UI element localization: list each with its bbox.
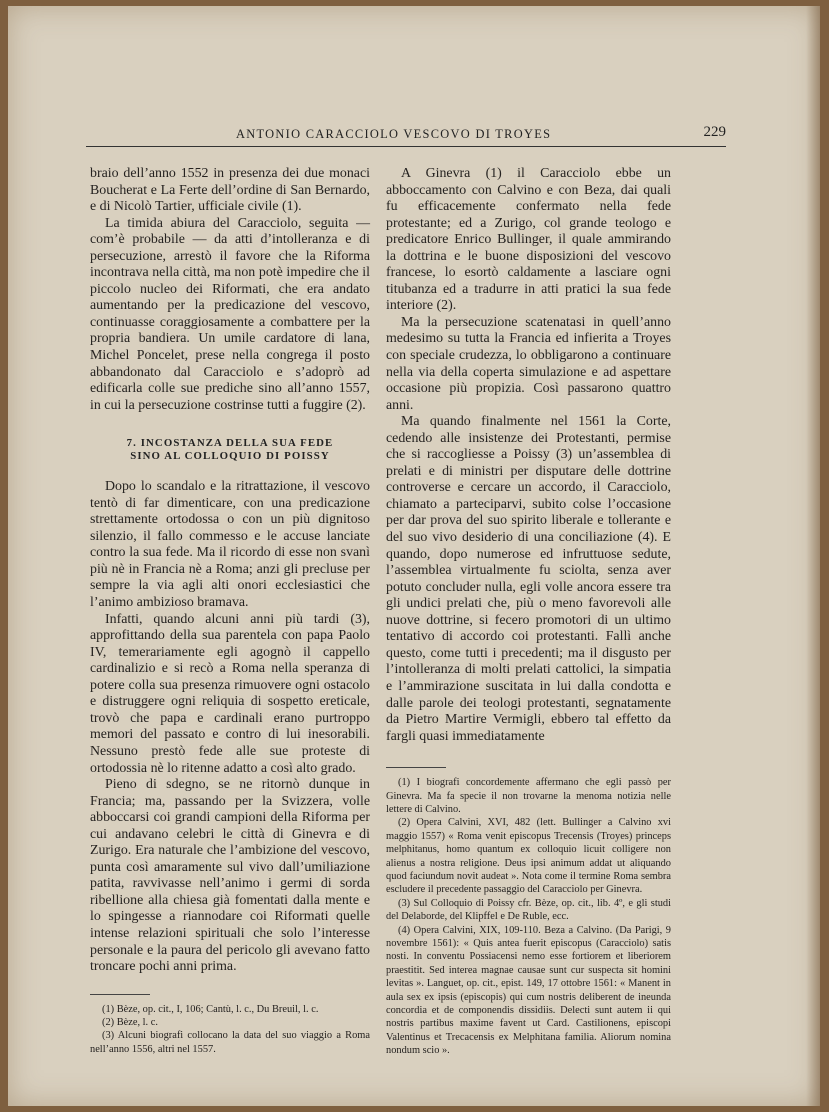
- footnote: (1) I biografi concordemente affermano che egli passò per Ginevra. Ma fa specie il non trovarne la menoma notizia nelle lettere di Calvino.: [386, 777, 671, 815]
- section-heading-line-1: 7. INCOSTANZA DELLA SUA FEDE: [126, 437, 334, 450]
- footnote-rule: [386, 767, 446, 768]
- running-title: ANTONIO CARACCIOLO VESCOVO DI TROYES: [236, 127, 552, 141]
- page-number: 229: [703, 124, 726, 140]
- section-heading: [90, 437, 370, 463]
- footnote: (2) Bèze, l. c.: [102, 1017, 158, 1029]
- paragraph: A Ginevra (1) il Caracciolo ebbe un abboccamento con Calvino e con Beza, dai quali fu efficacemente confermato nella fede protestante; ed a Zurigo, col grande teologo e predicatore Enrico Bullinger, il quale ammirando la dottrina e le buone disposizioni del vescovo francese, lo esortò caldamente a lasciare ogni titubanza ed a tradurre in atti pratici la sua fede interiore (2).: [386, 166, 671, 314]
- footnote: (3) Sul Colloquio di Poissy cfr. Bèze, op. cit., lib. 4º, e gli studi del Delaborde, del Klipffel e De Ruble, ecc.: [386, 897, 671, 923]
- paragraph: Infatti, quando alcuni anni più tardi (3), approfittando della sua parentela con papa Paolo IV, temerariamente egli agognò il cappello cardinalizio e si recò a Roma nella speranza di potere colla sua presenza rimuovere ogni ostacolo e distruggere ogni reliquia di sospetto ereticale, trovò che papa e cardinali erano purtroppo memori del passato e contro di lui inesorabili. Nessuno prestò fede alle sue proteste di ortodossia nè lo ritenne adatto a così alto grado.: [90, 611, 370, 776]
- running-header: [86, 124, 726, 147]
- paragraph: Ma quando finalmente nel 1561 la Corte, cedendo alle insistenze dei Protestanti, permise che si raccogliesse a Poissy (3) un’assemblea di prelati e di ministri per disputare delle dottrine controverse e cercare un accordo, il Caracciolo, chiamato a parteciparvi, subito colse l’occasione per dar prova del suo spirito liberale e tollerante e del suo vivo desiderio di una conciliazione (4). E quando, dopo numerose ed infruttuose sedute, l’assemblea virtualmente fu sciolta, senza aver potuto concluder nulla, egli volle ancora essere tra gli undici prelati che, più o meno favorevoli alle nuove dottrine, si fecero promotori di un ultimo tentativo di accordo coi protestanti. Fallì anche questo, come tutti i precedenti; ma il disgusto per l’intolleranza di molti prelati cattolici, la simpatia e l’ammirazione suscitata in lui dalla condotta e dalle parole dei teologi protestanti, segnatamente da Pietro Martire Vermigli, ebbero tal effetto da fargli quasi immediatamente: [386, 414, 671, 744]
- paragraph: La timida abiura del Caracciolo, seguita — com’è probabile — da atti d’intolleranza e di persecuzione, arrestò il favore che la Riforma incontrava nella città, ma non potè impedire che il piccolo nucleo dei Riformati, che era andato aumentando per la predicazione del vescovo, continuasse coraggiosamente a combattere per la propria bandiera. Un umile cardatore di lana, Michel Poncelet, prese nella congrega il posto abbandonato dal Caracciolo e s’adoprò ad edificarla colle sue prediche sino all’anno 1557, in cui la persecuzione costrinse tutti a fuggire (2).: [90, 215, 370, 413]
- footnotes-right: [386, 767, 671, 1058]
- footnote: (3) Alcuni biografi collocano la data del suo viaggio a Roma nell’anno 1556, altri nel 1557.: [90, 1030, 370, 1055]
- footnote-rule: [90, 994, 150, 995]
- footnotes-left: [90, 994, 370, 1057]
- footnote: (4) Opera Calvini, XIX, 109-110. Beza a Calvino. (Da Parigi, 9 novembre 1561): « Quis antea fuerit episcopus (Caracciolo) satis nosti. In conventu Possiacensi nemo esse fortiorem et liberiorem praestitit. Sed interea magnae causae sunt cur suspecta sit homini levitas ». Languet, op. cit., epist. 149, 17 ottobre 1561: « Manent in aula sex ex ipsis (episcopis) qui cum nostris deliberent de ineunda concordia et de componendis dissidiis. Delecti sunt autem ii qui nostris partibus maxime favent ut Card. Castilionens, episcopi Valentinus et Trecacensis ex Melphitana familia. Aliorum nomina nondum scio ».: [386, 924, 671, 1057]
- section-heading-line-2: SINO AL COLLOQUIO DI POISSY: [130, 450, 330, 463]
- right-column: [386, 166, 671, 1058]
- footnote: (1) Bèze, op. cit., I, 106; Cantù, l. c., Du Breuil, l. c.: [102, 1003, 319, 1015]
- paragraph: Dopo lo scandalo e la ritrattazione, il vescovo tentò di far dimenticare, con una predicazione strettamente ortodossa o con un più dignitoso silenzio, il fallo commesso e le accuse lanciate contro la sua fede. Ma il ricordo di esse non svanì più nè in Francia nè a Roma; anzi gli precluse per sempre la via agli alti onori ecclesiastici che l’animo ambizioso bramava.: [90, 479, 370, 611]
- paragraph: Pieno di sdegno, se ne ritornò dunque in Francia; ma, passando per la Svizzera, volle abboccarsi coi grandi campioni della Riforma per cui andavano celebri le città di Ginevra e di Zurigo. Era naturale che l’ambizione del vescovo, punta così amaramente sul vivo dall’umiliazione patita, ravvivasse nell’animo i germi di sorda ribellione alla chiesa già fomentati dalla mente e lo spingesse a riannodare coi Riformati quelle intense relazioni spirituali che solo l’interesse personale e la paura del pericolo gli avevano fatto troncare pochi anni prima.: [90, 777, 370, 975]
- paragraph: Ma la persecuzione scatenatasi in quell’anno medesimo su tutta la Francia ed infierita a Troyes con speciale crudezza, lo obbligarono a continuare nella via della coperta simulazione e ad aspettare occasione più propizia. Così passarono quattro anni.: [386, 314, 671, 413]
- book-page: [8, 6, 820, 1106]
- paragraph: braio dell’anno 1552 in presenza dei due monaci Boucherat e La Ferte dell’ordine di San Bernardo, e di Nicolò Tartier, ufficiale civile (1).: [90, 166, 370, 215]
- left-column: [90, 166, 370, 1056]
- footnote: (2) Opera Calvini, XVI, 482 (lett. Bullinger a Calvino xvi maggio 1557) « Roma venit episcopus Trecensis (Troyes) princeps melphitanus, homo quantum ex colloquio licuit colligere non alienus a nostra religione. Deus ipsi animum addat ut aliquando quod faciundum novit audeat ». Nota come il termine Roma sembra escludere il precedente passaggio del Caracciolo per Ginevra.: [386, 817, 671, 896]
